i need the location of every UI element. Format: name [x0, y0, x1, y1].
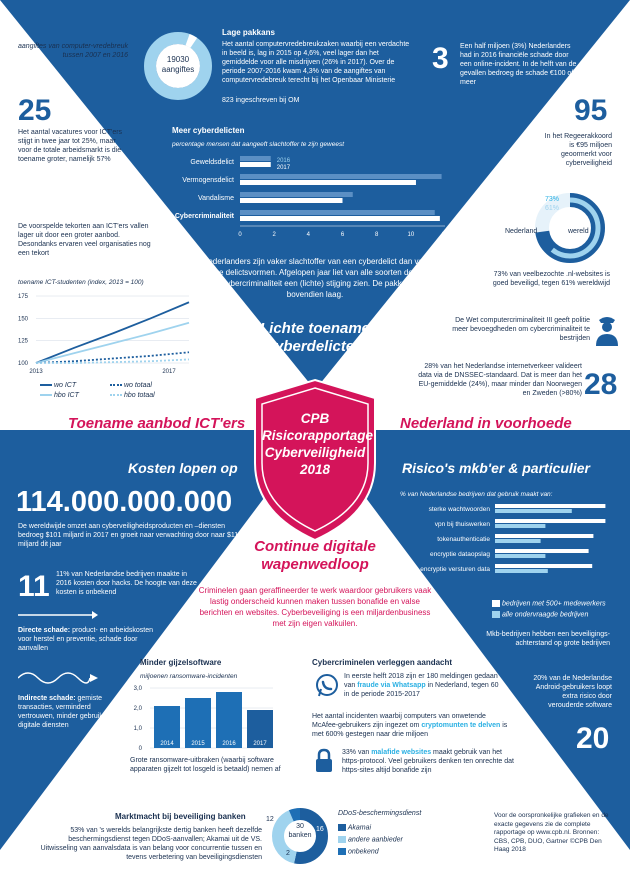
stat-3-number: 3	[432, 42, 449, 75]
kosten-title: Kosten lopen op	[128, 460, 238, 476]
direct-schade	[18, 626, 168, 653]
risico-title: Risico's mkb'er & particulier	[402, 460, 590, 476]
legend-wo-totaal-label: wo totaal	[123, 382, 152, 389]
ddos-legend-onbekend-label: onbekend	[347, 848, 379, 856]
ddos-legend-title: DDoS-beschermingsdienst	[338, 810, 422, 817]
delicten-tick-label: 10	[407, 232, 415, 238]
risico-chart	[395, 500, 620, 582]
risico-legend-all	[492, 611, 588, 618]
risico-category-label: sterke wachtwoorden	[428, 506, 490, 513]
indirect-text: gemiste transacties, verminderd vertrouwen, minder gebruik digitale diensten	[18, 695, 103, 729]
pakkans-text: Het aantal computervredebreukzaken waarbij een verdachte in beeld is, lag in 2015 op 4,6%, veel lager dan het gemiddelde voor alle misdrijven (26% in 2017). Over de periode 2007-2016 kwam 4,3% van de aangiftes van computervredebreuk terecht bij het Openbaar Ministerie	[222, 41, 410, 84]
police-officer-icon	[594, 312, 620, 346]
banken-donut-center	[284, 822, 316, 840]
delicten-legend-2016: 2016	[276, 158, 291, 164]
ransom-y-tick-label: 2,0	[133, 706, 142, 712]
stat-95-text: In het Regeerakkoord is €95 miljoen geoormerkt voor cyberveiligheid	[544, 133, 612, 167]
legend-wo-ict-label: wo ICT	[53, 382, 77, 389]
websites-label-nl: Nederland	[505, 228, 538, 235]
pakkans-donut-unit: aangiftes	[161, 65, 195, 74]
risico-category-label: tokenauthenticatie	[437, 536, 490, 543]
ransomware-chart	[128, 682, 278, 754]
ransom-bar-year-label: 2017	[253, 741, 267, 747]
cyberdelicten-title: Meer cyberdelicten	[172, 126, 245, 135]
delicten-bar-2017	[240, 216, 440, 221]
whatsapp-link[interactable]: fraude via Whatsapp	[357, 682, 426, 689]
legend-wo-ict	[40, 382, 76, 389]
delicten-bar-2016	[240, 210, 435, 215]
ict-x-tick-label: 2017	[162, 369, 176, 375]
delicten-tick-label: 0	[238, 232, 242, 238]
nl-text: Nederlanders zijn vaker slachtoffer van een cyberdelict dan van andere delictsvormen. Afgelopen jaar liet van alle soorten delicten alleen cybercriminaliteit een (lichte) stijging zien. De pakkans blijft bovendien laag.	[198, 257, 432, 299]
risico-legend-large	[492, 600, 606, 607]
delicten-tick-label: 6	[340, 232, 345, 238]
ransom-y-tick-label: 0	[138, 746, 142, 752]
risico-bar-large	[495, 564, 592, 568]
pakkans-title: Lage pakkans	[222, 28, 275, 37]
ransom-y-tick-label: 3,0	[133, 686, 142, 692]
delicten-category-label: Vermogensdelict	[182, 177, 234, 184]
wapenwedloop-title	[210, 538, 420, 574]
ransom-bar-year-label: 2016	[222, 741, 236, 747]
risico-bar-all	[495, 539, 541, 543]
cyberdelicten-chart	[160, 150, 460, 240]
ict-y-tick-label: 150	[17, 316, 28, 323]
ict-y-tick-label: 100	[17, 361, 28, 367]
indirect-wave-icon	[18, 666, 98, 690]
stat-28-number: 28	[584, 368, 618, 401]
lichte-toename-title	[210, 320, 420, 356]
stat-11-text: 11% van Nederlandse bedrijven maakte in 2016 kosten door hacks. De hoogte van deze kosten is onbekend	[56, 571, 197, 596]
risico-bar-all	[495, 569, 548, 573]
pakkans-donut-label: aangiftes van computer-vredebreuk tussen 2007 en 2016	[18, 43, 128, 59]
delicten-bar-2016	[240, 156, 271, 161]
legend-hbo-ict-label: hbo ICT	[53, 392, 79, 399]
risico-legend-all-label: alle ondervraagde bedrijven	[501, 611, 589, 619]
legend-hbo-totaal	[110, 392, 155, 399]
risico-category-label: encryptie versturen data	[420, 566, 490, 573]
crypto-post: is met 600% gestegen naar drie miljoen	[312, 722, 508, 738]
risico-bar-all	[495, 554, 545, 558]
legend-hbo-totaal-label: hbo totaal	[123, 392, 155, 399]
kosten-big-number: 114.000.000.000	[16, 486, 233, 518]
delicten-bar-2017	[240, 180, 416, 185]
shield-line2: Risicorapportage	[262, 428, 374, 443]
kosten-text: De wereldwijde omzet aan cyberveiligheidsproducten en –diensten bedroeg $101 miljard in 2017 en groeit naar verwachting door naar $114 miljard dit jaar	[18, 523, 243, 548]
stat-11-number: 11	[18, 570, 50, 603]
ict-y-tick-label: 175	[17, 294, 28, 300]
ransom-bar-year-label: 2014	[160, 741, 174, 747]
delicten-category-label: Cybercriminaliteit	[174, 213, 234, 220]
lock-icon	[314, 748, 334, 774]
ict-chart-title: toename ICT-studenten (index, 2013 = 100)	[18, 279, 144, 286]
websites-pct-nl: 73%	[545, 196, 560, 203]
banken-label-12: 12	[266, 816, 274, 823]
ransomware-subtitle: miljoenen ransomware-incidenten	[140, 673, 238, 680]
politie-text: De Wet computercriminaliteit III geeft politie meer bevoegdheden om cybercriminaliteit te bestrijden	[452, 317, 590, 342]
wapen-title-line2: wapenwedloop	[261, 556, 369, 573]
malafide-text	[342, 748, 520, 775]
wapen-text: Criminelen gaan geraffineerder te werk waardoor gebruikers vaak lastig onderscheid kunnen maken tussen bonafide en valse berichten en websites. Cyberbeveiliging is een miljardenbusiness met zijn eigen valkuilen.	[198, 586, 432, 628]
websites-label-world: wereld	[568, 228, 589, 235]
crypto-text	[312, 712, 512, 739]
risico-subtitle: % van Nederlandse bedrijven dat gebruik maakt van:	[400, 491, 553, 498]
direct-label: Directe schade:	[18, 627, 71, 634]
footer-text: Voor de oorspronkelijke grafieken en de exacte gegevens zie de complete rapportage op www.cpb.nl. Bronnen: CBS, CPB, DUO, Gartner ©CPB Den Haag 2018	[494, 812, 609, 853]
risico-bar-large	[495, 519, 605, 523]
ict-students-chart	[14, 288, 199, 378]
risico-legend-large-label: bedrijven met 500+ medewerkers	[501, 600, 606, 608]
ransom-y-tick-label: 1,0	[133, 726, 142, 732]
ransomware-text: Grote ransomware-uitbraken (waarbij software apparaten gijzelt tot losgeld is betaald) nemen af	[130, 757, 281, 773]
stat-20-number: 20	[576, 722, 610, 755]
stat-20-text: 20% van de Nederlandse Android-gebruikers loopt extra risico door verouderde software	[533, 675, 612, 709]
banken-label-2: 2	[286, 850, 290, 857]
ransom-bar	[216, 692, 242, 748]
lichte-title-line2: cyberdelicten	[266, 338, 364, 355]
ddos-legend-onbekend	[338, 848, 379, 855]
indirect-schade	[18, 694, 118, 730]
banken-center-value: 30	[296, 823, 304, 830]
risico-bar-large	[495, 549, 589, 553]
lichte-title-line1: Lichte toename	[259, 320, 371, 337]
websites-pct-world: 61%	[545, 205, 560, 212]
risico-category-label: vpn bij thuiswerken	[434, 521, 490, 528]
whatsapp-icon	[314, 672, 340, 698]
shield-line3: Cyberveiligheid	[264, 445, 366, 460]
ddos-legend-akamai-label: Akamai	[347, 824, 372, 832]
malafide-pre: 33% van	[342, 749, 372, 756]
ict-series-line	[36, 359, 189, 363]
ict-y-tick-label: 125	[17, 338, 28, 345]
crypto-pre: Het aantal incidenten waarbij computers van onwetende McAfee-gebruikers zijn ingezet om	[312, 713, 486, 729]
delicten-bar-2016	[240, 174, 442, 179]
malafide-post: maakt gebruik van het https-protocol. Veel gebruikers denken ten onrechte dat https-sites altijd bonafide zijn	[342, 749, 514, 774]
ict-series-line	[36, 323, 189, 363]
risico-bar-large	[495, 534, 593, 538]
malafide-link[interactable]: malafide websites	[371, 749, 432, 756]
banken-text: 53% van 's werelds belangrijkste dertig banken heeft dezelfde beschermingsdienst tegen DDoS-aanvallen; Akamai uit de VS. Uitwisseling van aanvalsdata is van belang voor concurrentie tussen en tevens verbetering van beveiligingsdiensten	[40, 827, 262, 861]
delicten-bar-2017	[240, 162, 271, 167]
delicten-bar-2016	[240, 192, 353, 197]
whatsapp-text	[344, 672, 504, 699]
shield-line4: 2018	[299, 462, 331, 477]
wapen-title-line1: Continue digitale	[254, 538, 376, 555]
delicten-tick-label: 4	[306, 232, 311, 238]
stat-25-text: Het aantal vacatures voor ICT'ers stijgt in twee jaar tot 25%, maar voor de totale arbeidsmarkt is die toename groter, namelijk 57%	[18, 129, 123, 163]
whatsapp-pre: In eerste helft 2018 zijn er 180 meldingen gedaan van	[344, 673, 498, 689]
ddos-legend-akamai	[338, 824, 371, 831]
banken-title: Marktmacht bij beveiliging banken	[115, 812, 246, 821]
legend-hbo-ict	[40, 392, 79, 399]
delicten-legend-2017: 2017	[276, 165, 291, 171]
pakkans-donut-value: 19030	[166, 55, 190, 64]
delicten-tick-label: 12	[441, 232, 449, 238]
stat-95-number: 95	[574, 94, 608, 127]
tekorten-text: De voorspelde tekorten aan ICT'ers vallen lager uit door een groter aanbod. Desondanks ervaren veel organisaties nog een tekort	[18, 223, 151, 257]
ict-series-line	[36, 302, 189, 363]
aandacht-title: Cybercriminelen verleggen aandacht	[312, 658, 453, 667]
ransom-bar-year-label: 2015	[191, 741, 205, 747]
risico-bar-large	[495, 504, 605, 508]
mkb-text: Mkb-bedrijven hebben een beveiligings-achterstand op grote bedrijven	[486, 631, 610, 647]
delicten-tick-label: 8	[374, 232, 379, 238]
delicten-category-label: Vandalisme	[197, 195, 234, 202]
stat-28-text: 28% van het Nederlandse internetverkeer valideert data via de DNSSEC-standaard. Dat is meer dan het EU-gemiddelde (24%), maar minder dan Noorwegen en Zweden (>80%)	[418, 363, 582, 397]
whatsapp-post: in Nederland, tegen 60 in de periode 2015-2017	[344, 682, 499, 698]
stat-25-number: 25	[18, 94, 52, 127]
pakkans-donut-note: 823 ingeschreven bij OM	[222, 97, 300, 104]
direct-arrow-icon	[18, 610, 98, 620]
shield-line1: CPB	[300, 411, 330, 426]
legend-wo-totaal	[110, 382, 152, 389]
delicten-tick-label: 2	[272, 232, 276, 238]
websites-text: 73% van veelbezochte .nl-websites is goed beveiligd, tegen 61% wereldwijd	[492, 271, 610, 287]
banken-center-label: banken	[288, 832, 312, 839]
delicten-category-label: Geweldsdelict	[190, 159, 234, 166]
risico-category-label: encryptie dataopslag	[430, 551, 490, 558]
stat-3-text: Een half miljoen (3%) Nederlanders had in 2016 financiële schade door een online-incident. In de helft van de gevallen bedroeg de schade €100 of meer	[460, 43, 577, 86]
ict-x-tick-label: 2013	[29, 369, 43, 375]
risico-bar-all	[495, 509, 572, 513]
ransomware-title: Minder gijzelsoftware	[140, 658, 222, 667]
cyberdelicten-subtitle: percentage mensen dat aangeeft slachtoffer te zijn geweest	[172, 141, 344, 148]
risico-bar-all	[495, 524, 545, 528]
toename-ict-title: Toename aanbod ICT'ers	[68, 415, 246, 432]
delicten-bar-2017	[240, 198, 343, 203]
voorhoede-title: Nederland in voorhoede	[400, 415, 572, 432]
pakkans-donut-center	[150, 55, 206, 75]
direct-text: product- en arbeidskosten voor herstel en preventie, schade door aanvallen	[18, 627, 154, 652]
shield-title	[262, 410, 374, 478]
crypto-link[interactable]: cryptomunten te delven	[421, 722, 501, 729]
ddos-legend-ander	[338, 836, 403, 843]
ddos-legend-ander-label: andere aanbieder	[347, 836, 403, 844]
indirect-label: Indirecte schade:	[18, 695, 76, 702]
banken-label-16: 16	[316, 826, 324, 833]
